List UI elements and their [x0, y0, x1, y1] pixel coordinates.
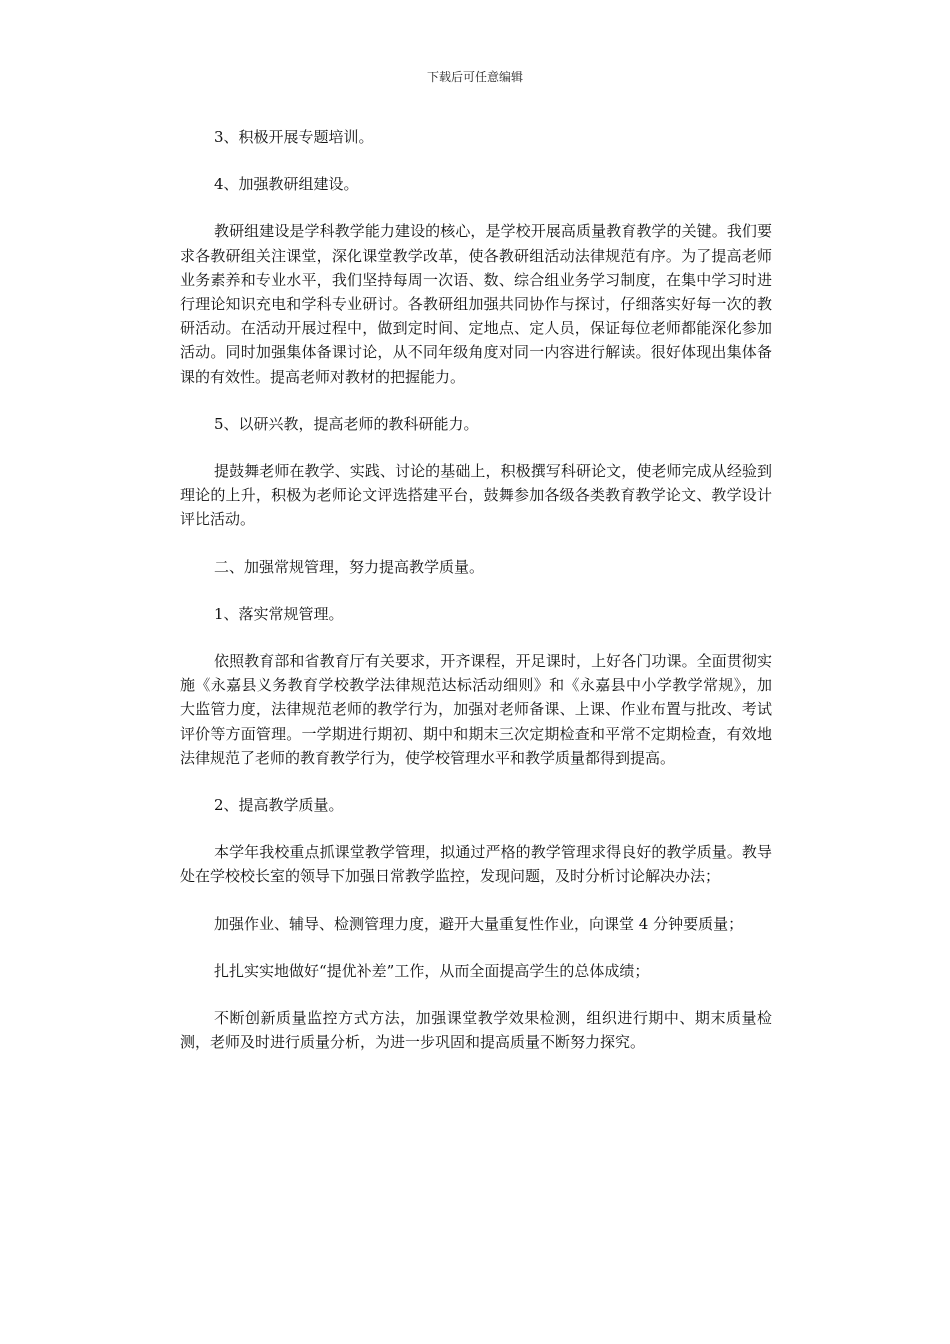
body-paragraph: 依照教育部和省教育厅有关要求，开齐课程，开足课时，上好各门功课。全面贯彻实施《永嘉县义务教育学校教学法律规范达标活动细则》和《永嘉县中小学教学常规》，加大监管力度，法律规范老师的教学行为，加强对老师备课、上课、作业布置与批改、考试评价等方面管理。一学期进行期初、期中和期末三次定期检查和平常不定期检查，有效地法律规范了老师的教育教学行为，使学校管理水平和教学质量都得到提高。	[180, 652, 772, 767]
section-heading-2: 2、提高教学质量。	[214, 796, 344, 815]
body-paragraph: 教研组建设是学科教学能力建设的核心，是学校开展高质量教育教学的关键。我们要求各教研组关注课堂，深化课堂教学改革，使各教研组活动法律规范有序。为了提高老师业务素养和专业水平，我们坚持每周一次语、数、综合组业务学习制度，在集中学习时进行理论知识充电和学科专业研讨。各教研组加强共同协作与探讨，仔细落实好每一次的教研活动。在活动开展过程中，做到定时间、定地点、定人员，保证每位老师都能深化参加活动。同时加强集体备课讨论，从不同年级角度对同一内容进行解读。很好体现出集体备课的有效性。提高老师对教材的把握能力。	[180, 222, 772, 386]
section-heading-4: 4、加强教研组建设。	[214, 175, 359, 194]
section-heading-part-2: 二、加强常规管理，努力提高教学质量。	[214, 557, 485, 576]
section-heading-3: 3、积极开展专题培训。	[214, 128, 374, 146]
body-paragraph: 加强作业、辅导、检测管理力度，避开大量重复性作业，向课堂 4 分钟要质量；	[214, 914, 744, 933]
page-header: 下载后可任意编辑	[426, 70, 523, 84]
body-paragraph: 不断创新质量监控方式方法，加强课堂教学效果检测，组织进行期中、期末质量检测，老师及时进行质量分析，为进一步巩固和提高质量不断努力探究。	[180, 1009, 772, 1052]
document-body	[180, 125, 772, 1054]
body-paragraph: 提鼓舞老师在教学、实践、讨论的基础上，积极撰写科研论文，使老师完成从经验到理论的上升，积极为老师论文评选搭建平台，鼓舞参加各级各类教育教学论文、教学设计评比活动。	[180, 462, 772, 529]
section-heading-5: 5、以研兴教，提高老师的教科研能力。	[214, 414, 479, 433]
section-heading-1: 1、落实常规管理。	[214, 604, 344, 623]
body-paragraph: 本学年我校重点抓课堂教学管理，拟通过严格的教学管理求得良好的教学质量。教导处在学校校长室的领导下加强日常教学监控，发现问题，及时分析讨论解决办法；	[180, 843, 772, 886]
body-paragraph: 扎扎实实地做好“提优补差”工作，从而全面提高学生的总体成绩；	[214, 961, 650, 980]
